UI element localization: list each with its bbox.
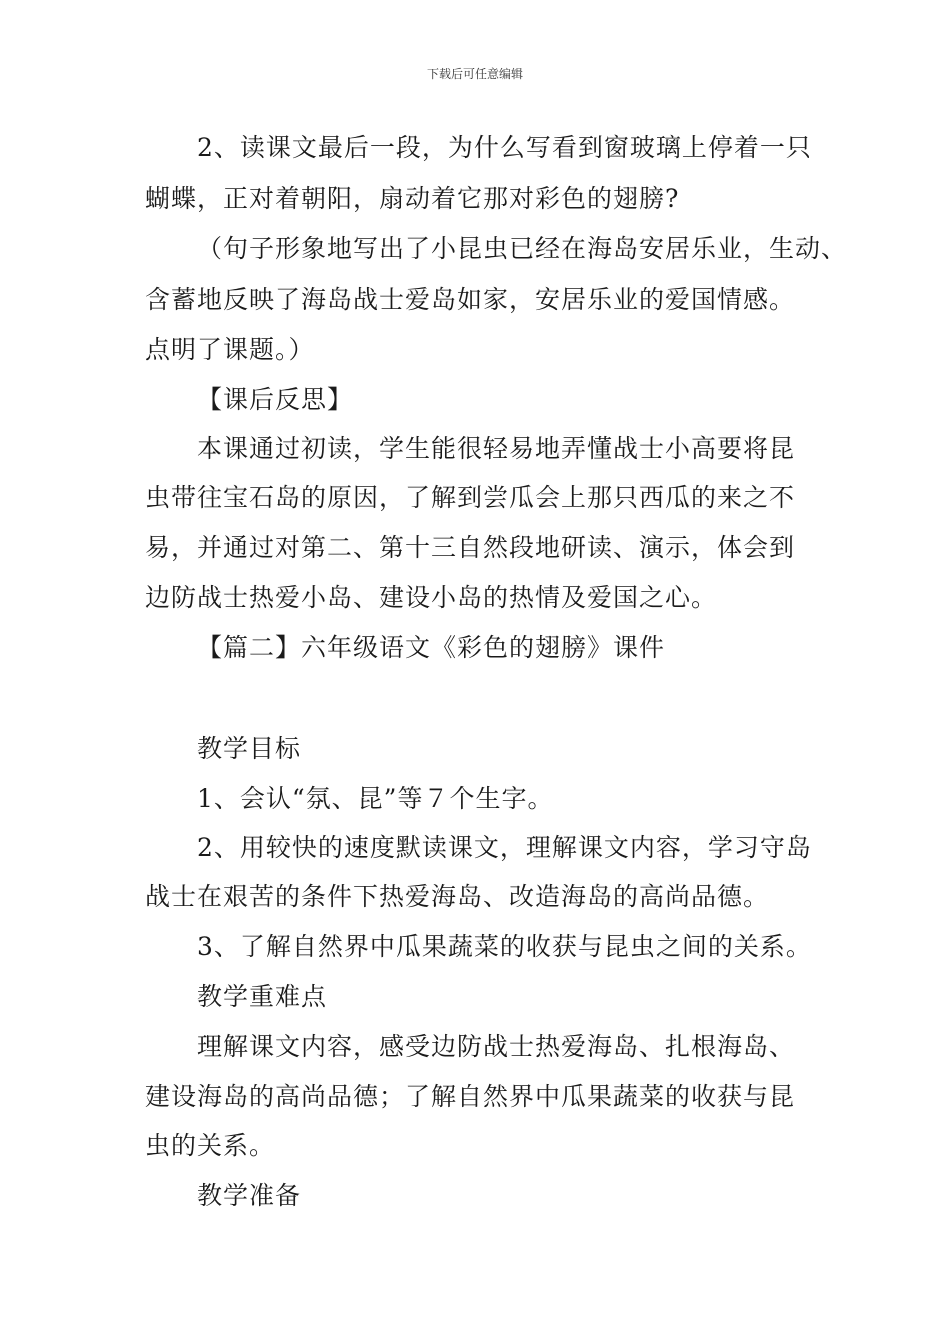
paragraph-line: 理解课文内容，感受边防战士热爱海岛、扎根海岛、 <box>197 1032 796 1061</box>
section-heading: 教学准备 <box>197 1181 302 1210</box>
paragraph-line: 易，并通过对第二、第十三自然段地研读、演示，体会到 <box>145 533 796 562</box>
list-item: 2、用较快的速度默读课文，理解课文内容，学习守岛 <box>197 833 812 862</box>
list-item: 1、会认“氛、昆”等７个生字。 <box>197 784 554 813</box>
paragraph-line: （句子形象地写出了小昆虫已经在海岛安居乐业，生动、 <box>197 234 848 263</box>
paragraph-line: 点明了课题。） <box>145 335 315 364</box>
paragraph-line: 含蓄地反映了海岛战士爱岛如家，安居乐业的爱国情感。 <box>145 285 796 314</box>
section-heading: 教学重难点 <box>197 982 328 1011</box>
section-heading: 教学目标 <box>197 734 302 763</box>
paragraph-line: 本课通过初读，学生能很轻易地弄懂战士小高要将昆 <box>197 434 796 463</box>
paragraph-line: 蝴蝶，正对着朝阳，扇动着它那对彩色的翅膀? <box>145 184 680 213</box>
paragraph-line: 建设海岛的高尚品德；了解自然界中瓜果蔬菜的收获与昆 <box>145 1082 796 1111</box>
section-heading: 【篇二】六年级语文《彩色的翅膀》课件 <box>197 633 666 662</box>
paragraph-line: 边防战士热爱小岛、建设小岛的热情及爱国之心。 <box>145 583 718 612</box>
paragraph-line: 虫的关系。 <box>145 1131 276 1160</box>
list-item: 3、了解自然界中瓜果蔬菜的收获与昆虫之间的关系。 <box>197 932 812 961</box>
page-header: 下载后可任意编辑 <box>426 67 523 81</box>
paragraph-line: 2、读课文最后一段，为什么写看到窗玻璃上停着一只 <box>197 133 812 162</box>
section-heading: 【课后反思】 <box>197 385 354 414</box>
paragraph-line: 虫带往宝石岛的原因，了解到尝瓜会上那只西瓜的来之不 <box>145 483 796 512</box>
paragraph-line: 战士在艰苦的条件下热爱海岛、改造海岛的高尚品德。 <box>145 882 770 911</box>
